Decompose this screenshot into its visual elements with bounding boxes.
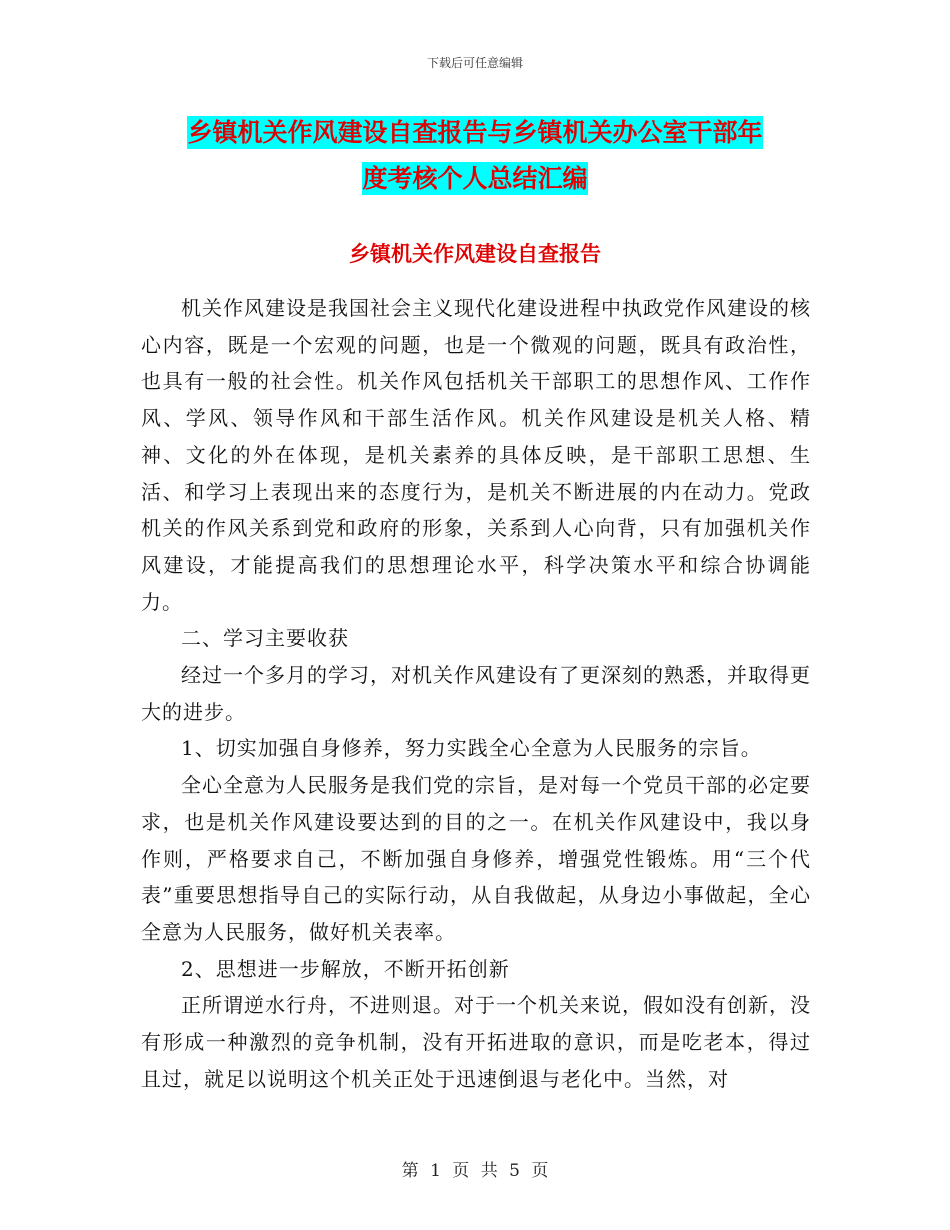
paragraph: 正所谓逆水行舟，不进则退。对于一个机关来说，假如没有创新，没有形成一种激烈的竞争机制，没有开拓进取的意识，而是吃老本，得过且过，就足以说明这个机关正处于迅速倒退与老化中。当然，对 [141, 993, 811, 1091]
document-body [141, 290, 811, 1097]
section-title: 乡镇机关作风建设自查报告 [349, 242, 601, 266]
document-title [0, 110, 950, 202]
document-title-line-1: 乡镇机关作风建设自查报告与乡镇机关办公室干部年 [187, 118, 763, 147]
paragraph: 1、切实加强自身修养，努力实践全心全意为人民服务的宗旨。 [181, 736, 762, 761]
paragraph: 2、思想进一步解放，不断开拓创新 [181, 956, 510, 981]
paragraph: 机关作风建设是我国社会主义现代化建设进程中执政党作风建设的核心内容，既是一个宏观的问题，也是一个微观的问题，既具有政治性，也具有一般的社会性。机关作风包括机关干部职工的思想作风、工作作风、学风、领导作风和干部生活作风。机关作风建设是机关人格、精神、文化的外在体现，是机关素养的具体反映，是干部职工思想、生活、和学习上表现出来的态度行为，是机关不断进展的内在动力。党政机关的作风关系到党和政府的形象，关系到人心向背，只有加强机关作风建设，才能提高我们的思想理论水平，科学决策水平和综合协调能力。 [141, 296, 811, 614]
page-number-footer: 第 1 页 共 5 页 [401, 1161, 549, 1181]
document-title-line-2: 度考核个人总结汇编 [362, 164, 588, 193]
page-header-note: 下载后可任意编辑 [426, 56, 523, 70]
paragraph: 经过一个多月的学习，对机关作风建设有了更深刻的熟悉，并取得更大的进步。 [141, 663, 811, 724]
paragraph: 二、学习主要收获 [181, 626, 349, 651]
paragraph: 全心全意为人民服务是我们党的宗旨，是对每一个党员干部的必定要求，也是机关作风建设要达到的目的之一。在机关作风建设中，我以身作则，严格要求自己，不断加强自身修养，增强党性锻炼。用“三个代表”重要思想指导自己的实际行动，从自我做起，从身边小事做起，全心全意为人民服务，做好机关表率。 [141, 773, 811, 944]
